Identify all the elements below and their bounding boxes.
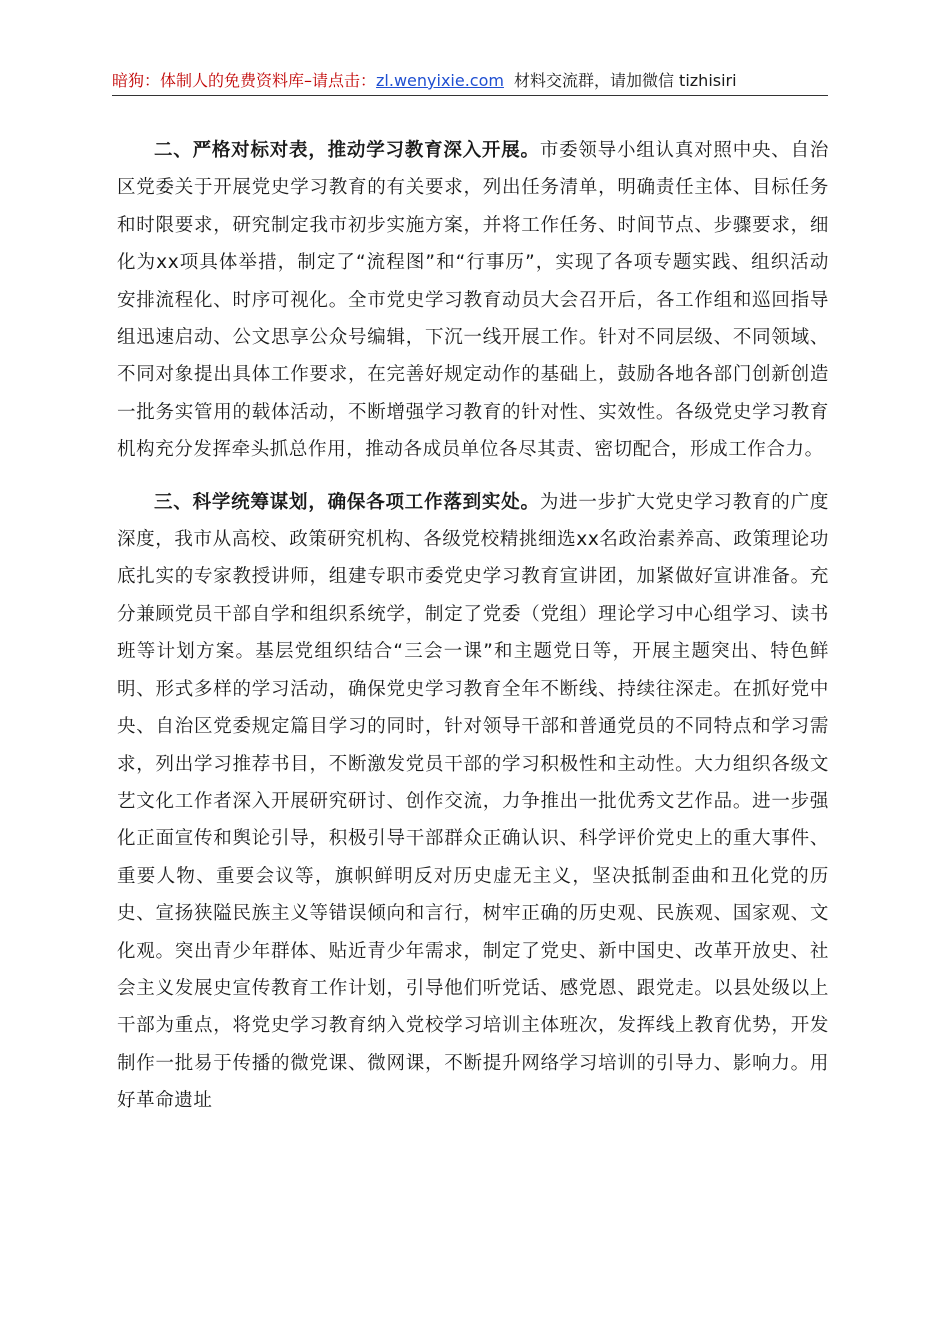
section-3-heading: 三、科学统筹谋划，确保各项工作落到实处。 — [154, 491, 540, 513]
page-header — [112, 66, 828, 96]
header-brand: 暗狗：体制人的免费资料库 — [112, 71, 305, 90]
header-prompt: –请点击： — [304, 71, 377, 90]
document-body — [117, 132, 829, 1135]
section-2-text: 市委领导小组认真对照中央、自治区党委关于开展党史学习教育的有关要求，列出任务清单，明确责任主体、目标任务和时限要求，研究制定我市初步实施方案，并将工作任务、时间节点、步骤要求，细化为xx项具体举措，制定了“流程图”和“行事历”，实现了各项专题实践、组织活动安排流程化、时序可视化。全市党史学习教育动员大会召开后，各工作组和巡回指导组迅速启动、公文思享公众号编辑，下沉一线开展工作。针对不同层级、不同领域、不同对象提出具体工作要求，在完善好规定动作的基础上，鼓励各地各部门创新创造一批务实管用的载体活动，不断增强学习教育的针对性、实效性。各级党史学习教育机构充分发挥牵头抓总作用，推动各成员单位各尽其责、密切配合，形成工作合力。 — [117, 140, 829, 461]
paragraph-section-3 — [117, 484, 829, 1120]
header-divider — [112, 95, 828, 96]
section-3-text: 为进一步扩大党史学习教育的广度深度，我市从高校、政策研究机构、各级党校精挑细选xx名政治素养高、政策理论功底扎实的专家教授讲师，组建专职市委党史学习教育宣讲团，加紧做好宣讲准备。充分兼顾党员干部自学和组织系统学，制定了党委（党组）理论学习中心组学习、读书班等计划方案。基层党组织结合“三会一课”和主题党日等，开展主题突出、特色鲜明、形式多样的学习活动，确保党史学习教育全年不断线、持续往深走。在抓好党中央、自治区党委规定篇目学习的同时，针对领导干部和普通党员的不同特点和学习需求，列出学习推荐书目，不断激发党员干部的学习积极性和主动性。大力组织各级文艺文化工作者深入开展研究研讨、创作交流，力争推出一批优秀文艺作品。进一步强化正面宣传和舆论引导，积极引导干部群众正确认识、科学评价党史上的重大事件、重要人物、重要会议等，旗帜鲜明反对历史虚无主义，坚决抵制歪曲和丑化党的历史、宣扬狭隘民族主义等错误倾向和言行，树牢正确的历史观、民族观、国家观、文化观。突出青少年群体、贴近青少年需求，制定了党史、新中国史、改革开放史、社会主义发展史宣传教育工作计划，引导他们听党话、感党恩、跟党走。以县处级以上干部为重点，将党史学习教育纳入党校学习培训主体班次，发挥线上教育优势，开发制作一批易于传播的微党课、微网课，不断提升网络学习培训的引导力、影响力。用好革命遗址 — [117, 491, 829, 1112]
header-contact: 材料交流群，请加微信 tizhisiri — [513, 71, 737, 90]
header-link[interactable]: zl.wenyixie.com — [376, 71, 504, 90]
section-2-heading: 二、严格对标对表，推动学习教育深入开展。 — [154, 140, 540, 161]
paragraph-section-2 — [117, 132, 829, 469]
